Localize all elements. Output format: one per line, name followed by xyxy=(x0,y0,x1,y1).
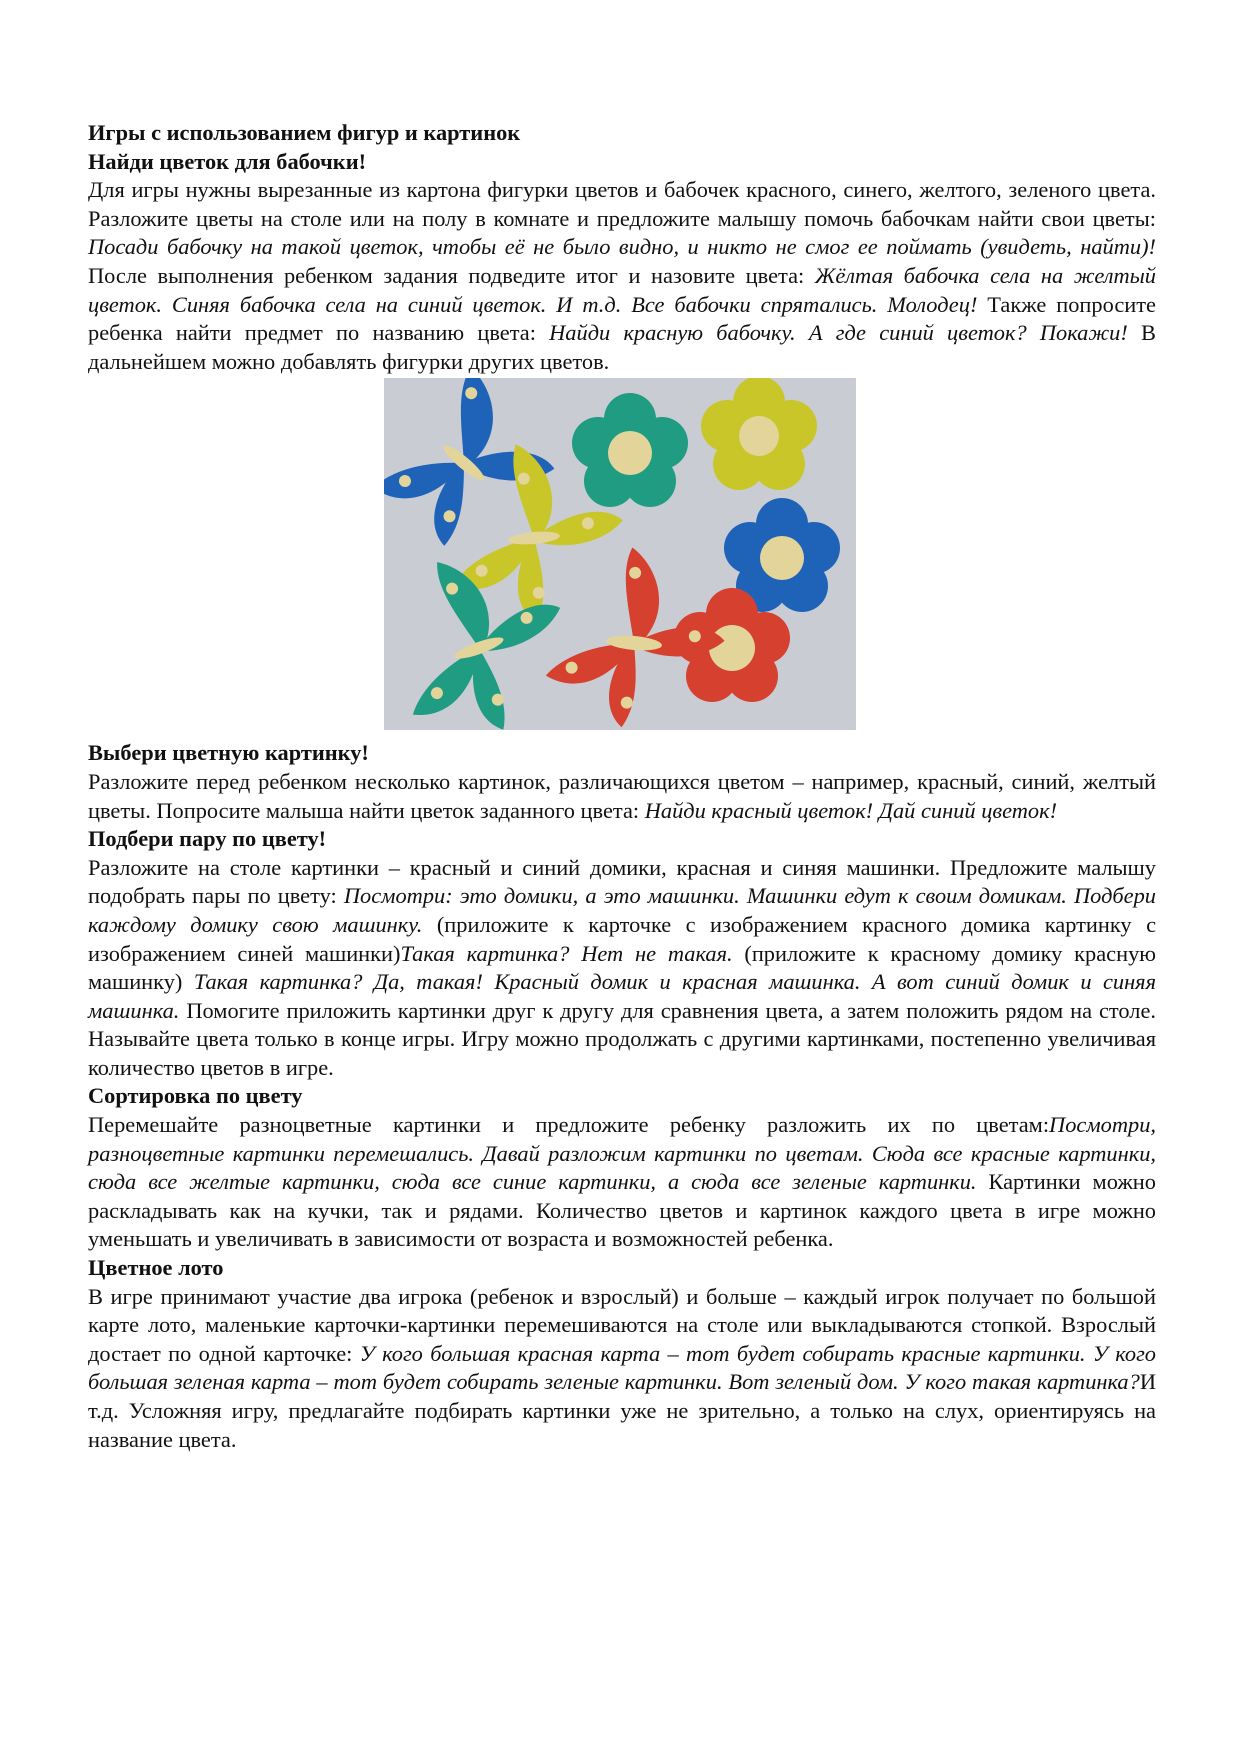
section-paragraph xyxy=(88,1111,1156,1254)
text-run: В игре принимают участие два игрока (ребенок и взрослый) и больше – каждый игрок получает по большой карте лото, маленькие карточки-картинки перемешиваются на столе или выкладываются стопкой. Взрослый достает по одной карточке: xyxy=(88,1283,1156,1366)
section-paragraph xyxy=(88,854,1156,1083)
text-run: (приложите к карточке с изображением красного домика картинку с изображением синей машинки) xyxy=(88,911,1157,966)
italic-run: Посади бабочку на такой цветок, чтобы её не было видно, и никто не смог ее поймать (увидеть, найти)! xyxy=(88,234,1156,260)
italic-run: Такая картинка? Нет не такая. xyxy=(400,940,733,966)
section-heading: Подбери пару по цвету! xyxy=(88,826,327,852)
section-heading: Сортировка по цвету xyxy=(88,1083,303,1109)
italic-run: Найди красный цветок! Дай синий цветок! xyxy=(644,797,1058,823)
figure-container xyxy=(88,378,1156,735)
italic-run: Такая картинка? Да, такая! Красный домик и красная машинка. А вот синий домик и синяя машинка. xyxy=(88,969,1156,1023)
text-run: Разложите на столе картинки – красный и синий домики, красная и синяя машинки. Предложите малышу подобрать пары по цвету: xyxy=(88,854,1156,909)
section-heading: Выбери цветную картинку! xyxy=(88,740,369,766)
section-paragraph xyxy=(88,768,1156,825)
photo-illustration xyxy=(384,378,856,730)
italic-run: Посмотри: это домики, а это машинки. Машинки едут к своим домикам. Подбери каждому домику свою машинку. xyxy=(88,883,1157,937)
text-run: Картинки можно раскладывать как на кучки, так и рядами. Количество цветов и картинок каждого цвета в игре можно уменьшать и увеличивать в зависимости от возраста и возможностей ребенка. xyxy=(88,1169,1156,1252)
italic-run: Посмотри, разноцветные картинки перемешались. Давай разложим картинки по цветам. Сюда все красные картинки, сюда все желтые картинки, сюда все синие картинки, а сюда все зеленые картинки. xyxy=(88,1112,1156,1195)
document-page xyxy=(88,119,1156,1454)
text-run: После выполнения ребенком задания подведите итог и назовите цвета: xyxy=(88,262,815,288)
text-run: И т.д. Усложняя игру, предлагайте подбирать картинки уже не зрительно, а только на слух, ориентируясь на название цвета. xyxy=(88,1369,1156,1452)
section-paragraph xyxy=(88,1283,1156,1455)
text-run: Также попросите ребенка найти предмет по названию цвета: xyxy=(88,291,1156,346)
section-heading: Цветное лото xyxy=(88,1255,224,1281)
text-run: Разложите перед ребенком несколько картинок, различающихся цветом – например, красный, синий, желтый цветы. Попросите малыша найти цветок заданного цвета: xyxy=(88,768,1156,823)
italic-run: Жёлтая бабочка села на желтый цветок. Синяя бабочка села на синий цветок. И т.д. Все бабочки спрятались. Молодец! xyxy=(88,262,1156,317)
section-heading: Найди цветок для бабочки! xyxy=(88,148,367,174)
main-title: Игры с использованием фигур и картинок xyxy=(88,120,521,145)
text-run: (приложите к красному домику красную машинку) xyxy=(88,940,1156,995)
section-paragraph xyxy=(88,176,1156,376)
butterflies-flowers-photo xyxy=(384,378,856,730)
text-run: Для игры нужны вырезанные из картона фигурки цветов и бабочек красного, синего, желтого, зеленого цвета. Разложите цветы на столе или на полу в комнате и предложите малышу помочь бабочкам найти свои цветы: xyxy=(88,177,1156,231)
italic-run: У кого большая красная карта – тот будет собирать красные картинки. У кого большая зеленая карта – тот будет собирать зеленые картинки. Вот зеленый дом. У кого такая картинка? xyxy=(88,1340,1156,1395)
text-run: Помогите приложить картинки друг к другу для сравнения цвета, а затем положить рядом на столе. Называйте цвета только в конце игры. Игру можно продолжать с другими картинками, постепенно увеличивая количество цветов в игре. xyxy=(88,997,1156,1080)
text-run: В дальнейшем можно добавлять фигурки других цветов. xyxy=(88,320,1156,374)
text-run: Перемешайте разноцветные картинки и предложите ребенку разложить их по цветам: xyxy=(88,1112,1050,1138)
italic-run: Найди красную бабочку. А где синий цветок? Покажи! xyxy=(549,320,1128,346)
